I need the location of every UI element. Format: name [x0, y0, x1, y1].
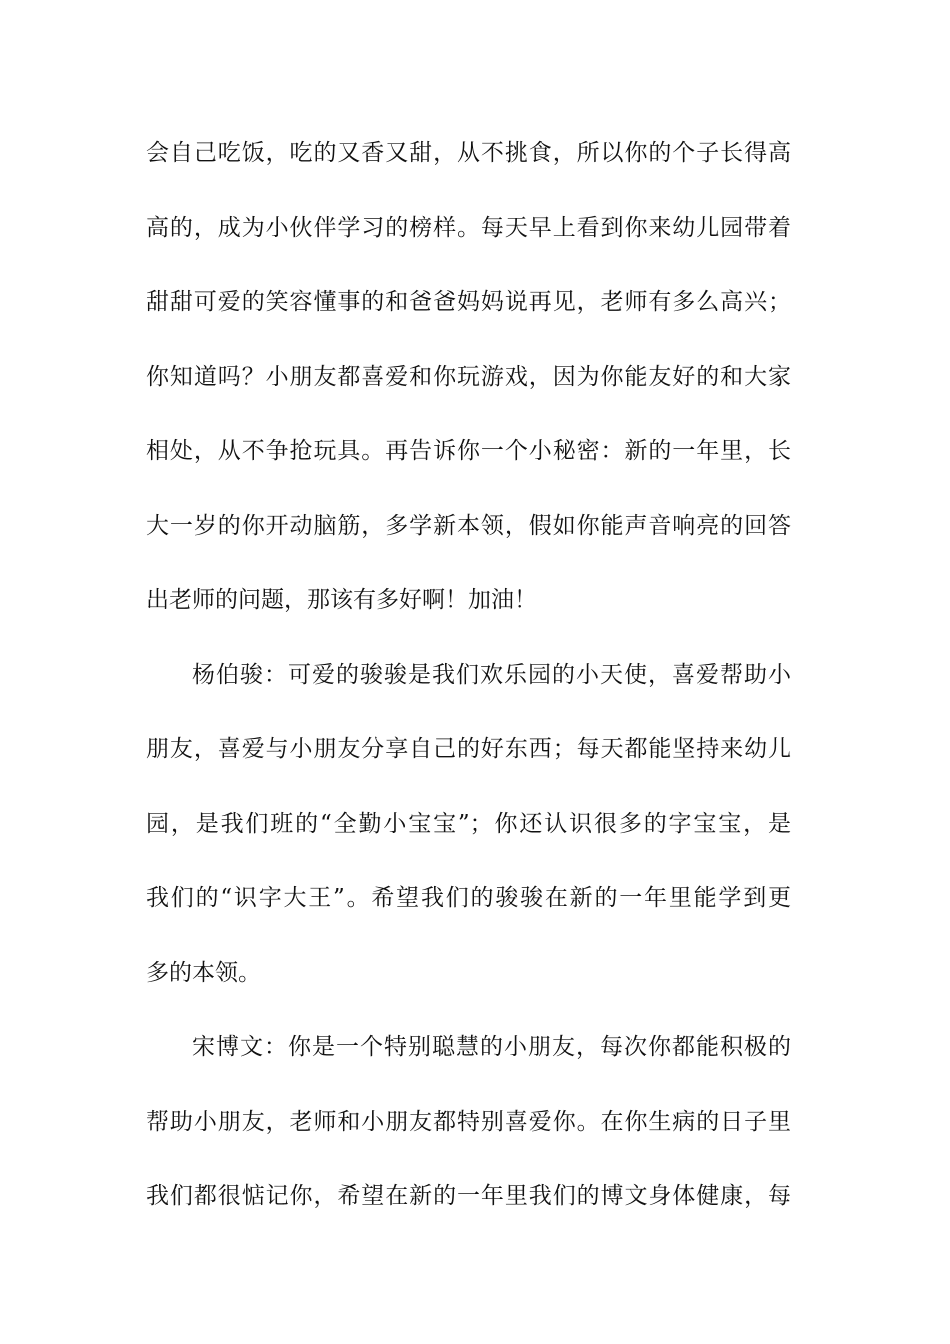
- text-line: 朋友，喜爱与小朋友分享自己的好东西；每天都能坚持来幼儿: [146, 736, 791, 762]
- text-line: 高的，成为小伙伴学习的榜样。每天早上看到你来幼儿园带着: [146, 214, 791, 241]
- body-text: [146, 127, 791, 1245]
- text-line: 出老师的问题，那该有多好啊！加油！: [146, 587, 537, 613]
- paragraph-start-line: 宋博文：你是一个特别聪慧的小朋友，每次你都能积极的: [192, 1034, 791, 1060]
- text-line: 帮助小朋友，老师和小朋友都特别喜爱你。在你生病的日子里: [146, 1108, 791, 1135]
- text-line: 会自己吃饭，吃的又香又甜，从不挑食，所以你的个子长得高: [146, 140, 791, 166]
- text-line: 我们的“识字大王”。希望我们的骏骏在新的一年里能学到更: [146, 885, 791, 911]
- text-line: 我们都很惦记你，希望在新的一年里我们的博文身体健康，每: [146, 1183, 791, 1209]
- text-line: 甜甜可爱的笑容懂事的和爸爸妈妈说再见，老师有多么高兴；: [146, 289, 791, 315]
- text-line: 多的本领。: [146, 959, 261, 986]
- text-line: 相处，从不争抢玩具。再告诉你一个小秘密：新的一年里，长: [146, 438, 791, 464]
- paragraph-start-line: 杨伯骏：可爱的骏骏是我们欢乐园的小天使，喜爱帮助小: [192, 661, 791, 688]
- text-line: 你知道吗？小朋友都喜爱和你玩游戏，因为你能友好的和大家: [146, 363, 791, 390]
- text-line: 大一岁的你开动脑筋，多学新本领，假如你能声音响亮的回答: [146, 512, 791, 539]
- text-line: 园，是我们班的“全勤小宝宝”；你还认识很多的字宝宝，是: [146, 810, 791, 837]
